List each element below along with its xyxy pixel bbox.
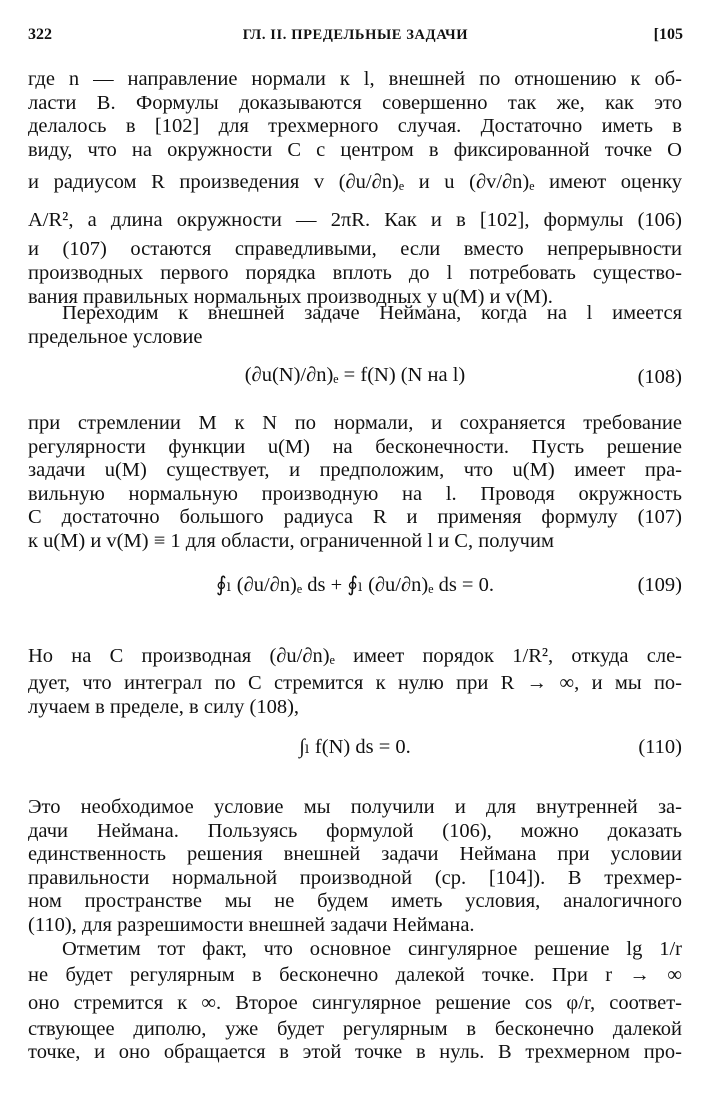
page-number-right: [105 — [653, 26, 683, 43]
equation-expression: (∂u(N)/∂n)ₑ = f(N) (N на l) — [244, 364, 466, 386]
paragraph-4 — [28, 640, 682, 719]
equation-110 — [28, 722, 682, 782]
text-line: делалось в [102] для трехмерного случая. Достаточно иметь в — [28, 115, 682, 138]
text-line: дачи Неймана. Пользуясь формулой (106), можно доказать — [28, 819, 682, 842]
text-line: при стремлении M к N по нормали, и сохраняется требование — [28, 412, 682, 434]
equation-109 — [28, 560, 682, 620]
text-line: вания правильных нормальных производных у u(M) и v(M). — [28, 285, 553, 308]
text-line: не будет регулярным в бесконечно далекой точке. При r → ∞ — [28, 964, 682, 986]
text-line: ласти B. Формулы доказываются совершенно так же, как это — [28, 91, 682, 114]
text-line: Но на C производная (∂u/∂n)ₑ имеет порядок 1/R², откуда сле- — [28, 645, 682, 667]
equation-number: (108) — [637, 366, 682, 388]
text-line: лучаем в пределе, в силу (108), — [28, 695, 300, 718]
text-line: точке, и оно обращается в этой точке в нуль. В трехмерном про- — [28, 1041, 682, 1064]
equation-expression: ∮ₗ (∂u/∂n)ₑ ds + ∮ₗ (∂u/∂n)ₑ ds = 0. — [216, 574, 494, 596]
equation-expression: ∫ₗ f(N) ds = 0. — [299, 736, 411, 758]
text-line: ном пространстве мы не будем иметь условия, аналогичного — [28, 890, 682, 913]
text-line: A/R², а длина окружности — 2πR. Как и в [102], формулы (106) — [28, 209, 682, 232]
equation-108 — [28, 352, 682, 406]
text-line: вильную нормальную производную на l. Проводя окружность — [28, 482, 682, 505]
paragraph-6 — [28, 934, 682, 1065]
text-line: и (107) остаются справедливыми, если вместо непрерывности — [28, 238, 682, 261]
text-line: где n — направление нормали к l, внешней по отношению к об- — [28, 68, 682, 90]
text-line: задачи u(M) существует, и предположим, что u(M) имеет пра- — [28, 459, 682, 482]
running-header — [28, 26, 683, 48]
text-line: к u(M) и v(M) ≡ 1 для области, ограниченной l и C, получим — [28, 529, 554, 552]
text-line: (110), для разрешимости внешней задачи Неймана. — [28, 913, 475, 936]
equation-number: (109) — [637, 574, 682, 596]
chapter-title: ГЛ. II. ПРЕДЕЛЬНЫЕ ЗАДАЧИ — [242, 27, 469, 43]
page-number-left: 322 — [28, 26, 52, 43]
text-line: единственность решения внешней задачи Неймана при условии — [28, 843, 682, 866]
text-line: правильности нормальной производной (ср. [104]). В трехмер- — [28, 866, 682, 889]
text-line: и радиусом R произведения v (∂u/∂n)ₑ и u (∂v/∂n)ₑ имеют оценку — [28, 171, 682, 194]
text-line: регулярности функции u(M) на бесконечности. Пусть решение — [28, 435, 682, 458]
text-line: предельное условие — [28, 325, 203, 348]
paragraph-3 — [28, 412, 682, 554]
text-line: Отметим тот факт, что основное сингулярное решение lg 1/r — [62, 938, 682, 960]
text-line: производных первого порядка вплоть до l потребовать существо- — [28, 261, 682, 284]
text-line: C достаточно большого радиуса R и применяя формулу (107) — [28, 506, 682, 529]
text-line: Переходим к внешней задаче Неймана, когда на l имеется — [62, 302, 682, 324]
equation-number: (110) — [638, 736, 682, 758]
text-line: виду, что на окружности C с центром в фиксированной точке O — [28, 138, 682, 161]
paragraph-2 — [28, 302, 682, 349]
text-line: дует, что интеграл по C стремится к нулю при R → ∞, и мы по- — [28, 672, 682, 694]
text-line: ствующее диполю, уже будет регулярным в бесконечно далекой — [28, 1017, 682, 1040]
text-line: оно стремится к ∞. Второе сингулярное решение cos φ/r, соответ- — [28, 991, 682, 1014]
paragraph-1 — [28, 68, 682, 309]
paragraph-5 — [28, 796, 682, 938]
text-line: Это необходимое условие мы получили и для внутренней за- — [28, 796, 682, 818]
